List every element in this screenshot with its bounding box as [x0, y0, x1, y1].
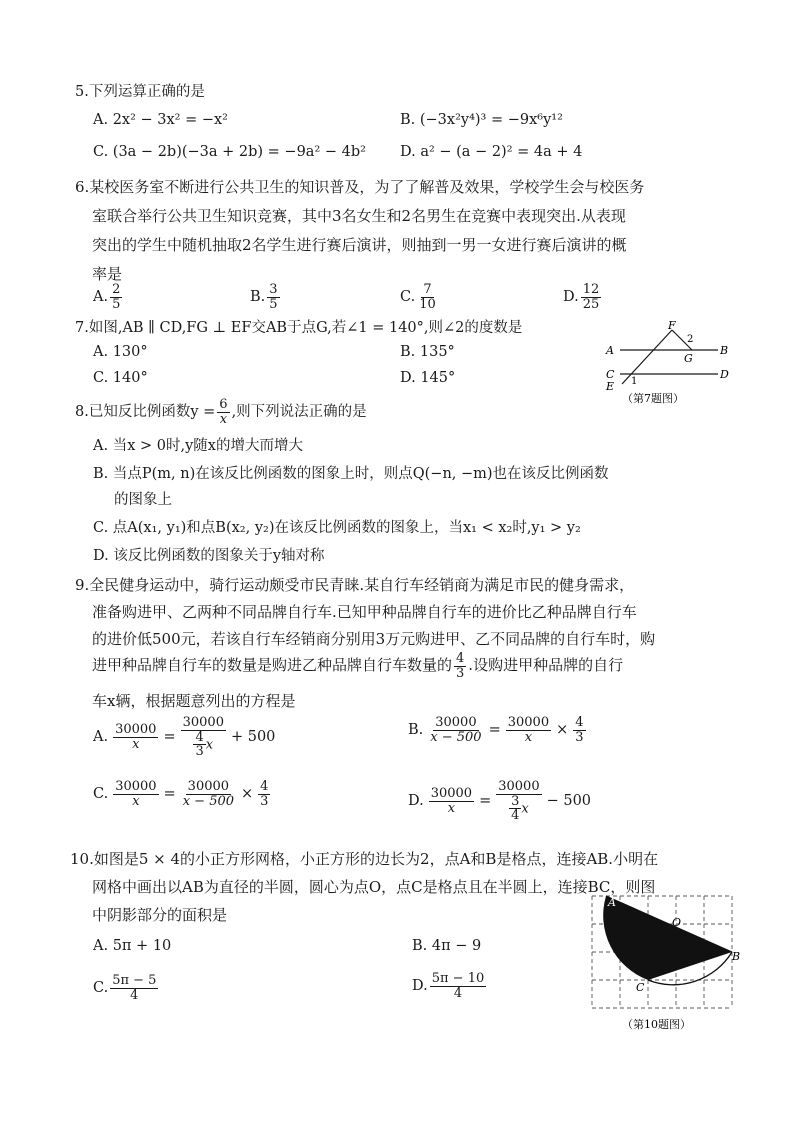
q9-c-f3-num: 4 — [260, 779, 269, 794]
q9-b-f3-num: 4 — [575, 715, 584, 730]
q6-line4: 率是 — [92, 265, 123, 283]
q6-option-c-label: C. — [400, 289, 416, 306]
label-c: C — [606, 368, 615, 381]
q5-option-a: A. 2x² − 3x² = −x² — [93, 112, 228, 128]
q7-option-c: C. 140° — [93, 370, 148, 386]
q9-a-eq: = — [163, 729, 176, 746]
q9-a-tail: + 500 — [230, 729, 276, 746]
q6-option-d-num: 12 — [582, 282, 600, 297]
q10-option-a: A. 5π + 10 — [93, 938, 172, 954]
q10-line1: 10.如图是5 × 4的小正方形网格，小正方形的边长为2，点A和B是格点，连接AB.小明在 — [70, 850, 659, 868]
q10-option-d — [412, 972, 488, 1000]
q10-c-num: 5π − 5 — [112, 973, 157, 988]
q8-stem-post: ,则下列说法正确的是 — [231, 404, 367, 421]
q6-option-a — [93, 283, 124, 311]
q10-c-den: 4 — [130, 987, 139, 1003]
label-a: A — [606, 344, 614, 357]
q9-d-label: D. — [408, 793, 424, 810]
q8-option-b-line1: B. 当点P(m, n)在该反比例函数的图象上时，则点Q(−n, −m)也在该反比例函数 — [93, 466, 609, 482]
q9-b-f1-num: 30000 — [435, 715, 477, 730]
q6-option-a-label: A. — [93, 289, 109, 306]
q6-option-d — [563, 283, 603, 311]
q8-option-d: D. 该反比例函数的图象关于y轴对称 — [93, 548, 325, 564]
q5-option-c: C. (3a − 2b)(−3a + 2b) = −9a² − 4b² — [93, 144, 366, 160]
q6-option-c-num: 7 — [423, 282, 432, 297]
q9-d-f2-var: x — [521, 801, 529, 817]
q9-line3: 的进价低500元，若该自行车经销商分别用3万元购进甲、乙不同品牌的自行车时，购 — [92, 630, 656, 648]
q9-line4-pre: 进甲种品牌自行车的数量是购进乙种品牌自行车数量的 — [92, 656, 453, 675]
q9-b-f3-den: 3 — [575, 729, 584, 745]
q10-label-b: B — [732, 950, 741, 963]
q9-b-label: B. — [408, 722, 424, 739]
q9-line5: 车x辆，根据题意列出的方程是 — [92, 692, 296, 710]
q9-line4 — [92, 652, 623, 680]
q9-a-f2-num: 30000 — [182, 715, 224, 730]
q6-line1: 6.某校医务室不断进行公共卫生的知识普及，为了了解普及效果，学校学生会与校医务 — [75, 178, 645, 196]
label-g: G — [684, 352, 693, 365]
label-angle-1: 1 — [631, 376, 638, 387]
q10-line3: 中阴影部分的面积是 — [92, 906, 228, 924]
q10-figure — [586, 890, 746, 1036]
q10-figure-caption: （第10题图） — [622, 1018, 691, 1031]
q8-option-c: C. 点A(x₁, y₁)和点B(x₂, y₂)在该反比例函数的图象上，当x₁ < x₂时,y₁ > y₂ — [93, 520, 581, 536]
q9-a-f1-den: x — [132, 736, 140, 752]
q6-option-b — [250, 283, 282, 311]
q6-line3: 突出的学生中随机抽取2名学生进行赛后演讲，则抽到一男一女进行赛后演讲的概 — [92, 236, 627, 254]
q8-stem-pre: 8.已知反比例函数y = — [75, 404, 216, 421]
q7-figure — [600, 318, 730, 410]
q10-c-label: C. — [93, 980, 109, 997]
q9-d-f2-inner-num: 3 — [511, 793, 520, 809]
q5-stem: 5.下列运算正确的是 — [75, 84, 205, 100]
q10-d-label: D. — [412, 978, 428, 995]
q8-stem-num: 6 — [219, 397, 228, 412]
q5-option-d: D. a² − (a − 2)² = 4a + 4 — [400, 144, 583, 160]
label-b: B — [720, 344, 729, 357]
q10-d-den: 4 — [453, 985, 463, 1001]
q7-stem: 7.如图,AB ∥ CD,FG ⊥ EF交AB于点G,若∠1 = 140°,则∠2的度数是 — [75, 320, 523, 336]
q9-line2: 准备购进甲、乙两种不同品牌自行车.已知甲种品牌自行车的进价比乙种品牌自行车 — [92, 603, 637, 621]
q9-a-f1-num: 30000 — [115, 722, 157, 738]
q10-label-c: C — [636, 981, 645, 994]
q8-option-b-line2: 的图象上 — [114, 492, 172, 508]
q9-line4-post: .设购进甲种品牌的自行 — [468, 656, 624, 675]
q9-b-mul: × — [556, 722, 569, 739]
q9-line4-num: 4 — [456, 651, 465, 666]
q9-option-c — [93, 780, 272, 808]
q9-d-eq: = — [479, 793, 492, 810]
q9-a-f2-inner-num: 4 — [195, 729, 204, 745]
q10-shaded-region — [603, 896, 732, 980]
label-e: E — [606, 380, 615, 393]
q9-c-f1-den: x — [132, 793, 140, 809]
q9-option-a — [93, 716, 275, 759]
q6-option-d-label: D. — [563, 289, 579, 306]
q10-d-num: 5π − 10 — [431, 971, 485, 986]
q9-d-f1-num: 30000 — [430, 786, 473, 802]
q9-line1: 9.全民健身运动中，骑行运动颇受市民青睐.某自行车经销商为满足市民的健身需求， — [75, 576, 635, 594]
q10-label-o: O — [672, 916, 682, 929]
q9-a-f2-var: x — [205, 737, 214, 753]
q9-c-f2-den: x − 500 — [182, 793, 235, 809]
q9-b-f2-den: x — [524, 729, 533, 745]
q6-option-b-label: B. — [250, 289, 266, 306]
q7-option-d: D. 145° — [400, 370, 456, 386]
q9-b-eq: = — [488, 722, 501, 739]
q9-c-f1-num: 30000 — [115, 779, 157, 794]
q6-option-c-den: 10 — [419, 296, 436, 312]
q10-option-c — [93, 974, 160, 1002]
q10-label-a: A — [608, 896, 616, 909]
q9-option-b — [408, 716, 588, 744]
q10-line2: 网格中画出以AB为直径的半圆，圆心为点O，点C是格点且在半圆上，连接BC，则图 — [92, 878, 656, 896]
q6-option-a-num: 2 — [112, 282, 121, 297]
q9-c-eq: = — [163, 786, 176, 803]
q6-option-b-den: 5 — [269, 296, 278, 312]
q6-option-a-den: 5 — [112, 296, 121, 312]
q6-option-c — [400, 283, 440, 311]
q9-option-d — [408, 780, 591, 823]
q5-option-b: B. (−3x²y⁴)³ = −9x⁶y¹² — [400, 112, 563, 128]
q7-option-a: A. 130° — [93, 344, 148, 360]
q8-stem — [75, 398, 367, 426]
q9-c-f3-den: 3 — [260, 793, 269, 809]
q9-a-label: A. — [93, 729, 109, 746]
label-d: D — [720, 368, 729, 381]
q6-line2: 室联合举行公共卫生知识竞赛，其中3名女生和2名男生在竞赛中表现突出.从表现 — [92, 207, 626, 225]
line-ef — [622, 330, 672, 384]
q6-option-b-num: 3 — [269, 282, 278, 297]
label-f: F — [668, 319, 676, 332]
q8-option-a: A. 当x > 0时,y随x的增大而增大 — [93, 438, 303, 454]
q9-a-f2-inner-den: 3 — [195, 744, 204, 760]
q10-option-b: B. 4π − 9 — [412, 938, 482, 954]
q9-d-tail: − 500 — [546, 793, 592, 810]
label-angle-2: 2 — [687, 334, 694, 345]
q9-b-f2-num: 30000 — [507, 715, 550, 730]
q8-stem-den: x — [219, 411, 228, 427]
q9-b-f1-den: x − 500 — [430, 729, 482, 745]
q6-option-d-den: 25 — [582, 296, 600, 312]
q7-figure-caption: （第7题图） — [622, 392, 684, 405]
q9-c-f2-num: 30000 — [187, 779, 230, 794]
q9-c-mul: × — [241, 786, 254, 803]
q7-option-b: B. 135° — [400, 344, 455, 360]
q9-line4-den: 3 — [456, 665, 465, 681]
q9-d-f1-den: x — [447, 800, 456, 816]
q9-d-f2-num: 30000 — [498, 779, 540, 794]
q9-d-f2-inner-den: 4 — [511, 808, 520, 824]
q9-c-label: C. — [93, 786, 109, 803]
